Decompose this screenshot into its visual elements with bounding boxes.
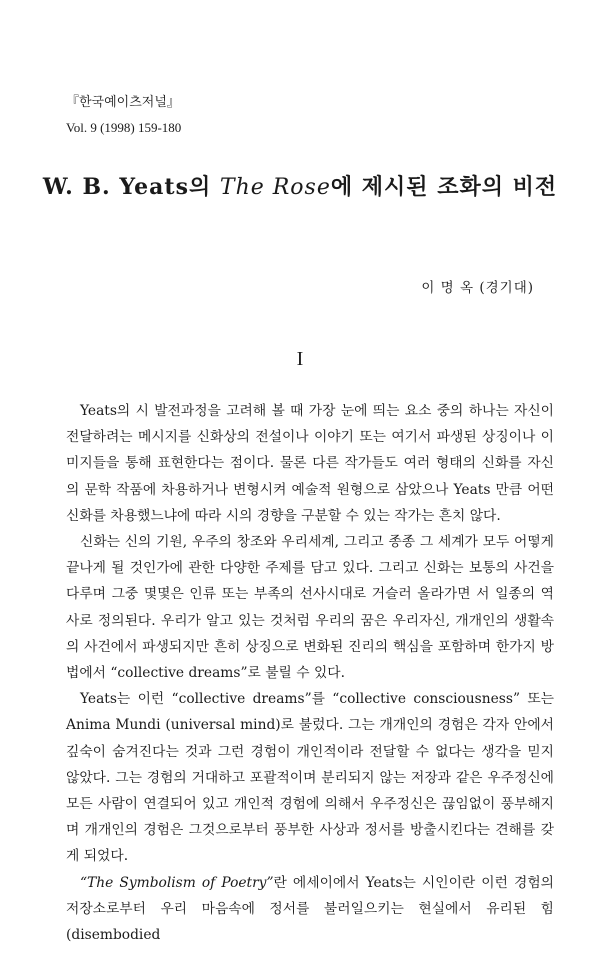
paragraph-4-text: 란 에세이에서 Yeats는 시인이란 이런 경험의 저장소로부터 우리 마음속에 정서를 불러일으키는 현실에서 유리된 힘(disembodied: [66, 874, 554, 944]
section-heading: I: [296, 348, 304, 370]
paragraph-3: Yeats는 이런 “collective dreams”를 “collective consciousness” 또는 Anima Mundi (universal mind)로 불렀다. 그는 개개인의 경험은 각자 안에서 깊숙이 숨겨진다는 것과 그런 경험이 개인적이라 전달할 수 없다는 생각을 믿지 않았다. 그는 경험의 거대하고 포괄적이며 분리되지 않는 저장과 같은 우주정신에 모든 사람이 연결되어 있고 개인적 경험에 의해서 우주정신은 끊임없이 풍부해지며 개개인의 경험은 그것으로부터 풍부한 사상과 정서를 방출시킨다는 견해를 갖게 되었다.: [66, 691, 554, 865]
volume-info: Vol. 9 (1998) 159-180: [66, 120, 182, 135]
journal-name: 『한국예이츠저널』: [66, 95, 180, 110]
paper-title: [0, 170, 600, 201]
title-prefix: W. B. Yeats의: [42, 174, 220, 200]
paragraph-2: 신화는 신의 기원, 우주의 창조와 우리세계, 그리고 종종 그 세계가 모두 어떻게 끝나게 될 것인가에 관한 다양한 주제를 담고 있다. 그리고 신화는 보통의 사건을 다루며 그중 몇몇은 인류 또는 부족의 선사시대로 거슬러 올라가면 서 일종의 역사로 정의된다. 우리가 알고 있는 것처럼 우리의 꿈은 우리자신, 개개인의 생활속의 사건에서 파생되지만 흔히 상징으로 변화된 진리의 핵심을 포함하며 한가지 방법에서 “collective dreams”로 불릴 수 있다.: [66, 534, 554, 682]
title-suffix: 에 제시된 조화의 비전: [330, 174, 558, 200]
paragraph-4: [66, 870, 554, 949]
body-text: [66, 398, 554, 948]
paragraph-1: Yeats의 시 발전과정을 고려해 볼 때 가장 눈에 띄는 요소 중의 하나는 자신이 전달하려는 메시지를 신화상의 전설이나 이야기 또는 여기서 파생된 상징이나 이미지들을 통해 표현한다는 점이다. 물론 다른 작가들도 여러 형태의 신화를 자신의 문학 작품에 차용하거나 변형시켜 예술적 원형으로 삼았으나 Yeats 만큼 어떤 신화를 차용했느냐에 따라 시의 경향을 구분할 수 있는 작가는 흔치 않다.: [66, 403, 554, 524]
author: 이 명 옥 (경기대): [421, 280, 534, 296]
title-italic: The Rose: [219, 175, 331, 200]
essay-title: “The Symbolism of Poetry”: [80, 874, 274, 891]
